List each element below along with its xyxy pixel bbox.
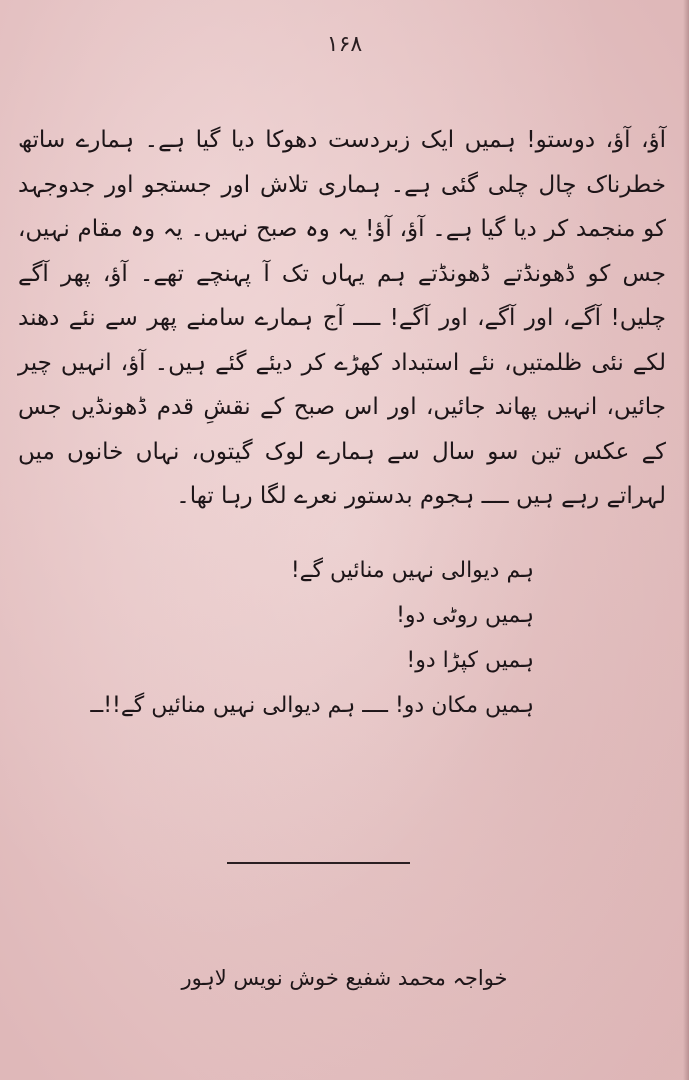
separator-rule — [227, 862, 410, 864]
slogan-line: ہم دیوالی نہیں منائیں گے! — [290, 558, 534, 583]
slogan-list — [90, 548, 534, 728]
slogan-line: ہمیں کپڑا دو! — [406, 648, 534, 673]
slogan-line: ہمیں روٹی دو! — [396, 603, 534, 628]
page-edge-shadow — [683, 0, 689, 1080]
page-number: ۱۶۸ — [326, 32, 363, 57]
body-paragraph: آؤ، آؤ، دوستو! ہمیں ایک زبردست دھوکا دیا گیا ہے۔ ہمارے ساتھ خطرناک چال چلی گئی ہے۔ ہماری تلاش اور جستجو اور جدوجہد کو منجمد کر دیا گیا ہے۔ آؤ، آؤ! یہ وہ صبح نہیں۔ یہ وہ مقام نہیں، جس کو ڈھونڈتے ڈھونڈتے ہم یہاں تک آ پہنچے تھے۔ آؤ، پھر آگے چلیں! آگے، اور آگے، اور آگے! ــــ آج ہمارے سامنے پھر سے نئے دھند لکے نئی ظلمتیں، نئے استبداد کھڑے کر دیئے گئے ہیں۔ آؤ، انہیں چیر جائیں، انہیں پھاند جائیں، اور اس صبح کے نقشِ قدم ڈھونڈیں جس کے عکس تین سو سال سے ہمارے لوک گیتوں، نہاں خانوں میں لہراتے رہے ہیں ــــ ہجوم بدستور نعرے لگا رہا تھا۔ — [18, 127, 666, 509]
slogan-line: ہمیں مکان دو! ــــ ہم دیوالی نہیں منائیں گے!!ــ — [90, 693, 534, 718]
publisher-credit: خواجہ محمد شفیع خوش نویس لاہور — [181, 966, 508, 990]
